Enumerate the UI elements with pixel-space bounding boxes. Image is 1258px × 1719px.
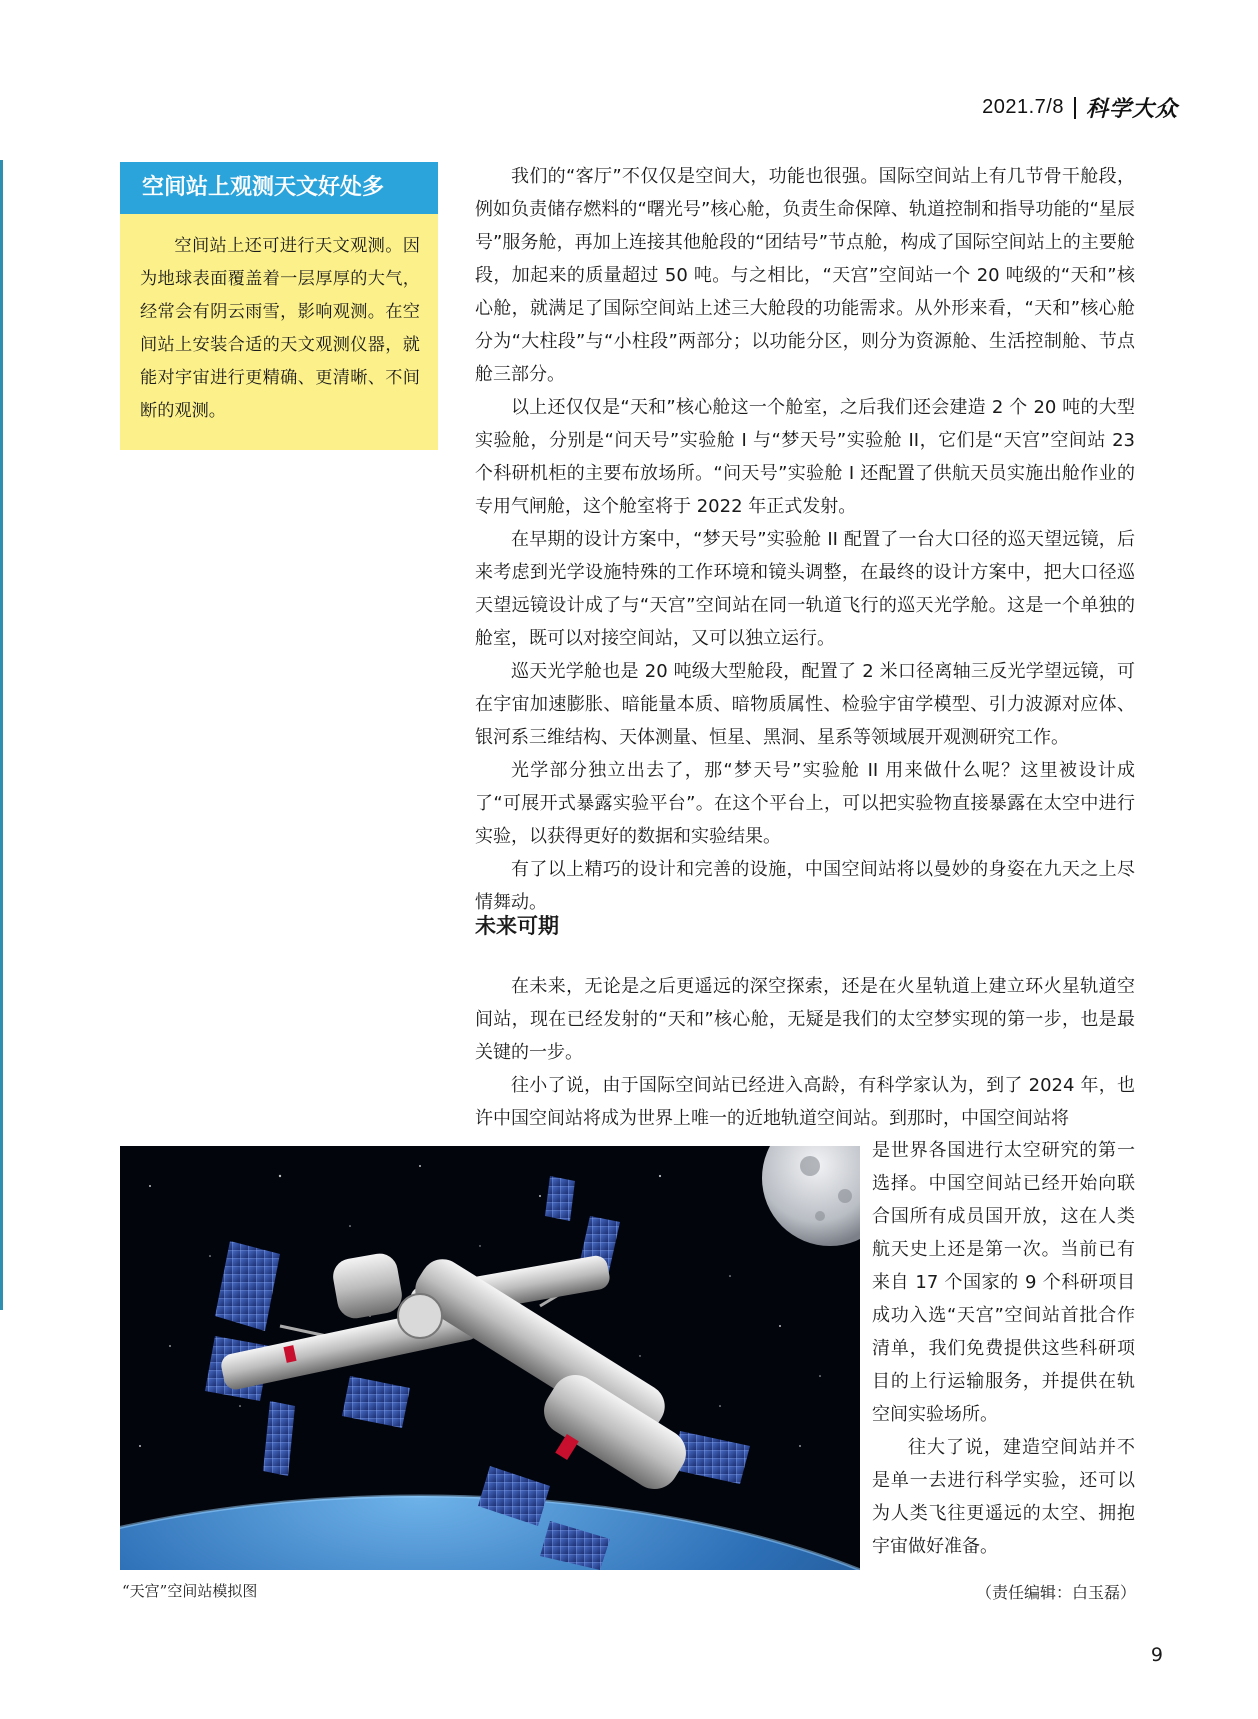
section-body <box>475 970 1135 1135</box>
editor-credit: （责任编辑：白玉磊） <box>975 1583 1136 1602</box>
sidebar-title: 空间站上观测天文好处多 <box>120 162 438 214</box>
article-paragraph: 以上还仅仅是“天和”核心舱这一个舱室，之后我们还会建造 2 个 20 吨的大型实验舱，分别是“问天号”实验舱 I 与“梦天号”实验舱 II，它们是“天宫”空间站 23 个科研机柜的主要布放场所。“问天号”实验舱 I 还配置了供航天员实施出舱作业的专用气闸舱，这个舱室将于 2022 年正式发射。 <box>475 397 1135 517</box>
section-paragraph: 往小了说，由于国际空间站已经进入高龄，有科学家认为，到了 2024 年，也许中国空间站将成为世界上唯一的近地轨道空间站。到那时，中国空间站将 <box>475 1075 1135 1129</box>
article-body <box>475 160 1135 919</box>
article-paragraph: 有了以上精巧的设计和完善的设施，中国空间站将以曼妙的身姿在九天之上尽情舞动。 <box>475 859 1135 913</box>
figure-caption: “天宫”空间站模拟图 <box>122 1582 258 1600</box>
section-paragraph: 在未来，无论是之后更遥远的深空探索，还是在火星轨道上建立环火星轨道空间站，现在已经发射的“天和”核心舱，无疑是我们的太空梦实现的第一步，也是最关键的一步。 <box>475 976 1135 1063</box>
page-header <box>982 92 1178 123</box>
sidebar-body: 空间站上还可进行天文观测。因为地球表面覆盖着一层厚厚的大气，经常会有阴云雨雪，影响观测。在空间站上安装合适的天文观测仪器，就能对宇宙进行更精确、更清晰、不间断的观测。 <box>140 236 420 421</box>
space-station-svg <box>120 1146 860 1570</box>
page-number: 9 <box>1150 1644 1163 1666</box>
side-paragraph: 往大了说，建造空间站并不是单一去进行科学实验，还可以为人类飞往更遥远的太空、拥抱宇宙做好准备。 <box>872 1437 1135 1557</box>
side-paragraph: 是世界各国进行太空研究的第一选择。中国空间站已经开始向联合国所有成员国开放，这在人类航天史上还是第一次。当前已有来自 17 个国家的 9 个科研项目成功入选“天宫”空间站首批合作清单，我们免费提供这些科研项目的上行运输服务，并提供在轨空间实验场所。 <box>872 1140 1135 1425</box>
article-paragraph: 我们的“客厅”不仅仅是空间大，功能也很强。国际空间站上有几节骨干舱段，例如负责储存燃料的“曙光号”核心舱，负责生命保障、轨道控制和指导功能的“星辰号”服务舱，再加上连接其他舱段的“团结号”节点舱，构成了国际空间站上的主要舱段，加起来的质量超过 50 吨。与之相比，“天宫”空间站一个 20 吨级的“天和”核心舱，就满足了国际空间站上述三大舱段的功能需求。从外形来看，“天和”核心舱分为“大柱段”与“小柱段”两部分；以功能分区，则分为资源舱、生活控制舱、节点舱三部分。 <box>475 166 1135 385</box>
sidebar-box <box>120 162 438 450</box>
side-column-text <box>872 1134 1135 1563</box>
header-divider <box>1074 97 1076 119</box>
space-station-illustration <box>120 1146 860 1570</box>
page-edge-bar <box>0 160 3 1310</box>
article-paragraph: 巡天光学舱也是 20 吨级大型舱段，配置了 2 米口径离轴三反光学望远镜，可在宇宙加速膨胀、暗能量本质、暗物质属性、检验宇宙学模型、引力波源对应体、银河系三维结构、天体测量、恒星、黑洞、星系等领域展开观测研究工作。 <box>475 661 1135 748</box>
article-paragraph: 光学部分独立出去了，那“梦天号”实验舱 II 用来做什么呢？这里被设计成了“可展开式暴露实验平台”。在这个平台上，可以把实验物直接暴露在太空中进行实验，以获得更好的数据和实验结果。 <box>475 760 1135 847</box>
article-paragraph: 在早期的设计方案中，“梦天号”实验舱 II 配置了一台大口径的巡天望远镜，后来考虑到光学设施特殊的工作环境和镜头调整，在最终的设计方案中，把大口径巡天望远镜设计成了与“天宫”空间站在同一轨道飞行的巡天光学舱。这是一个单独的舱室，既可以对接空间站，又可以独立运行。 <box>475 529 1135 649</box>
section-heading: 未来可期 <box>475 914 559 938</box>
issue-date: 2021.7/8 <box>982 96 1064 118</box>
magazine-logo: 科学大众 <box>1085 96 1178 122</box>
